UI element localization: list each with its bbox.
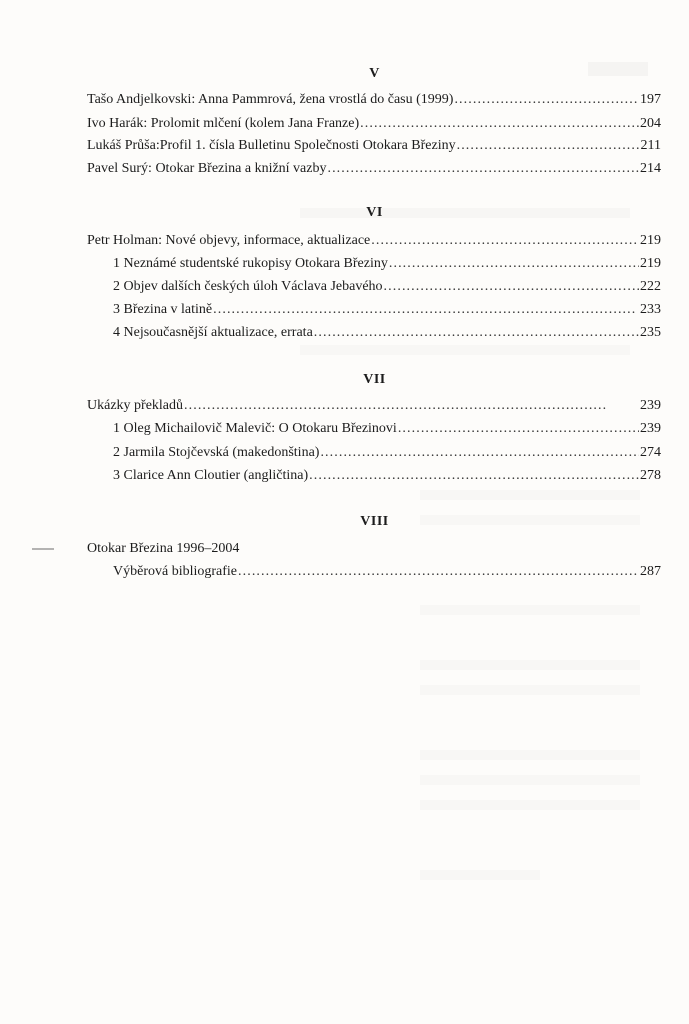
dot-leader	[327, 160, 639, 178]
dot-leader	[389, 255, 639, 273]
entry-title: Petr Holman: Nové objevy, informace, aktualizace	[87, 233, 371, 248]
entry-page-number: 235	[640, 325, 661, 340]
dot-leader	[371, 232, 639, 250]
entry-page-number: 219	[640, 256, 661, 271]
entry-title: Otokar Březina 1996–2004	[87, 541, 240, 556]
toc-entry[interactable]	[113, 255, 661, 273]
entry-page-number: 278	[640, 468, 661, 483]
entry-page-number: 274	[640, 445, 661, 460]
show-through-text	[420, 775, 640, 785]
entry-title: 4 Nejsoučasnější aktualizace, errata	[113, 325, 313, 340]
show-through-text	[420, 685, 640, 695]
entry-title: 3 Clarice Ann Cloutier (angličtina)	[113, 468, 309, 483]
section-heading-vii: VII	[363, 372, 386, 387]
entry-page-number: 239	[640, 421, 661, 436]
toc-entry[interactable]	[87, 137, 661, 155]
toc-entry[interactable]	[87, 115, 661, 133]
section-heading-vi: VI	[366, 205, 383, 220]
dot-leader	[454, 91, 639, 109]
section-heading-v: V	[369, 66, 380, 81]
toc-entry[interactable]	[87, 91, 661, 109]
entry-title: Výběrová bibliografie	[113, 564, 238, 579]
toc-entry[interactable]	[113, 563, 661, 581]
entry-page-number: 214	[640, 161, 661, 176]
show-through-text	[420, 870, 540, 880]
toc-entry[interactable]	[87, 232, 661, 250]
dot-leader	[360, 115, 639, 133]
toc-entry[interactable]	[113, 467, 661, 485]
entry-title: Pavel Surý: Otokar Březina a knižní vazby	[87, 161, 327, 176]
entry-title: 1 Neznámé studentské rukopisy Otokara Březiny	[113, 256, 388, 271]
dot-leader	[238, 563, 639, 581]
toc-entry[interactable]	[113, 324, 661, 342]
show-through-text	[420, 800, 640, 810]
entry-title: Lukáš Průša:Profil 1. čísla Bulletinu Společnosti Otokara Březiny	[87, 138, 456, 153]
entry-page-number: 222	[640, 279, 661, 294]
entry-page-number: 239	[640, 398, 661, 413]
entry-title: Tašo Andjelkovski: Anna Pammrová, žena vrostlá do času (1999)	[87, 92, 454, 107]
toc-entry[interactable]	[87, 397, 661, 415]
entry-page-number: 197	[640, 92, 661, 107]
entry-title: 2 Objev dalších českých úloh Václava Jebavého	[113, 279, 383, 294]
entry-page-number: 233	[640, 302, 661, 317]
entry-page-number: 211	[640, 138, 661, 153]
toc-entry[interactable]	[113, 301, 661, 319]
toc-entry[interactable]	[87, 160, 661, 178]
show-through-text	[420, 660, 640, 670]
dot-leader	[457, 137, 640, 155]
toc-entry[interactable]	[113, 420, 661, 438]
dot-leader	[314, 324, 639, 342]
entry-page-number: 204	[640, 116, 661, 131]
dot-leader	[309, 467, 639, 485]
show-through-text	[420, 605, 640, 615]
dot-leader	[320, 444, 639, 462]
entry-page-number: 287	[640, 564, 661, 579]
dot-leader	[184, 397, 639, 415]
entry-title: Ukázky překladů	[87, 398, 184, 413]
section-heading-viii: VIII	[360, 514, 389, 529]
entry-page-number: 219	[640, 233, 661, 248]
toc-entry[interactable]	[113, 278, 661, 296]
dot-leader	[384, 278, 639, 296]
entry-title: 3 Březina v latině	[113, 302, 213, 317]
show-through-text	[420, 750, 640, 760]
dot-leader	[213, 301, 639, 319]
toc-entry[interactable]	[113, 444, 661, 462]
toc-group-title[interactable]	[87, 540, 661, 558]
show-through-text	[300, 345, 630, 355]
dot-leader	[398, 420, 639, 438]
entry-title: 2 Jarmila Stojčevská (makedonština)	[113, 445, 320, 460]
pencil-mark	[32, 548, 54, 550]
entry-title: 1 Oleg Michailovič Malevič: O Otokaru Březinovi	[113, 421, 397, 436]
entry-title: Ivo Harák: Prolomit mlčení (kolem Jana Franze)	[87, 116, 360, 131]
show-through-text	[420, 490, 640, 500]
